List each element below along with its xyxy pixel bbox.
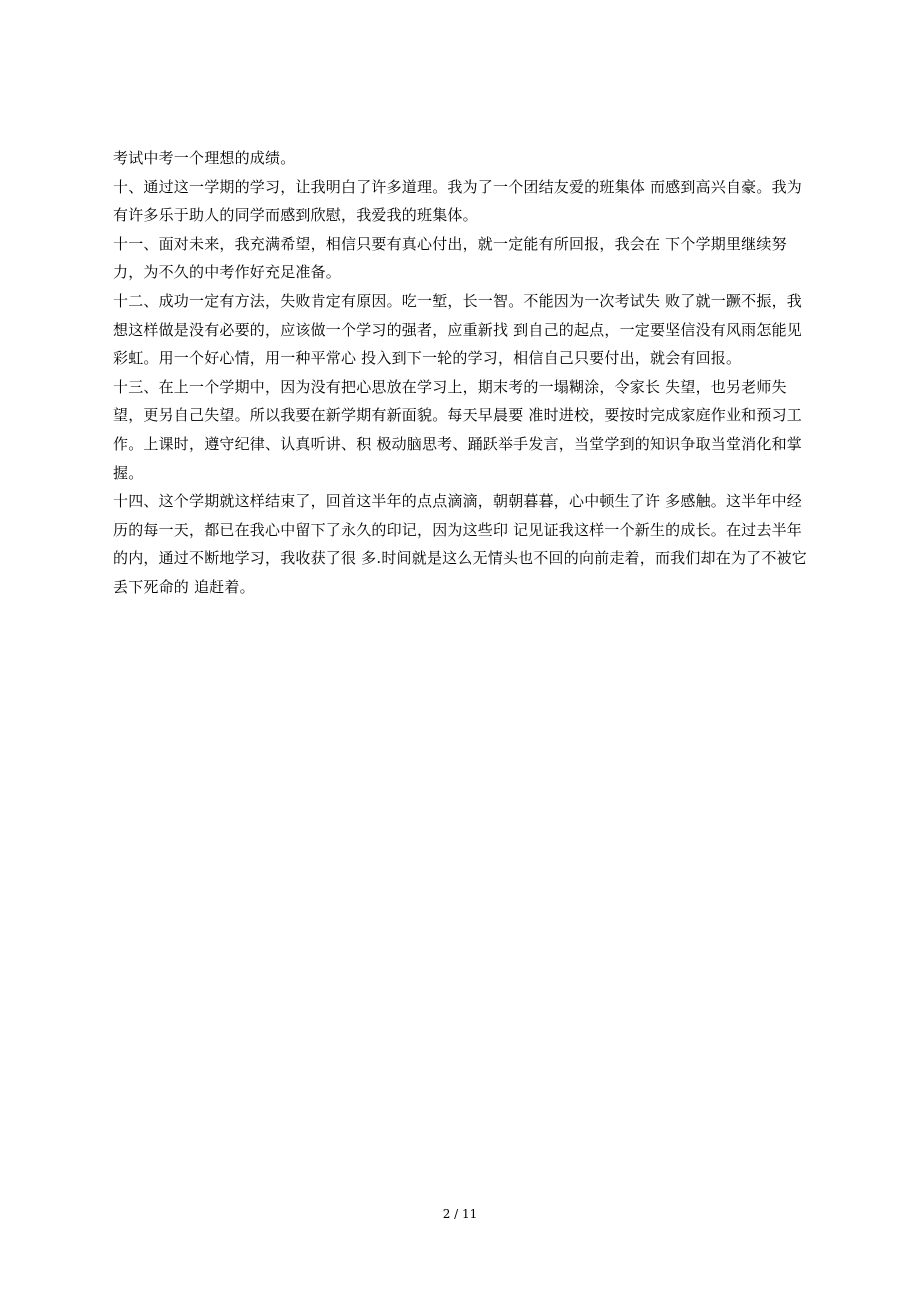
paragraph-10: 十、通过这一学期的学习，让我明白了许多道理。我为了一个团结友爱的班集体 而感到高兴自豪。我为有许多乐于助人的同学而感到欣慰，我爱我的班集体。 [113,177,802,225]
paragraph-14: 十四、这个学期就这样结束了，回首这半年的点点滴滴，朝朝暮暮，心中顿生了许 多感触。这半年中经历的每一天，都已在我心中留下了永久的印记，因为这些印 记见证我这样一个新生的成长。在过去半年的内，通过不断地学习，我收获了很 多.时间就是这么无情头也不回的向前走着，而我们却在为了不被它丢下死命的 追赶着。 [113,492,807,596]
paragraph-continuation: 考试中考一个理想的成绩。 [113,149,296,167]
paragraph-13: 十三、在上一个学期中，因为没有把心思放在学习上，期末考的一塌糊涂，令家长 失望，也另老师失望，更另自己失望。所以我要在新学期有新面貌。每天早晨要 准时进校，要按时完成家庭作业和预习工作。上课时，遵守纪律、认真听讲、积 极动脑思考、踊跃举手发言，当堂学到的知识争取当堂消化和掌握。 [113,377,802,482]
document-body [113,144,813,602]
paragraph-12: 十二、成功一定有方法，失败肯定有原因。吃一堑，长一智。不能因为一次考试失 败了就一蹶不振，我想这样做是没有必要的，应该做一个学习的强者，应重新找 到自己的起点，一定要坚信没有风雨怎能见彩虹。用一个好心情，用一种平常心 投入到下一轮的学习，相信自己只要付出，就会有回报。 [113,291,802,368]
paragraph-11: 十一、面对未来，我充满希望，相信只要有真心付出，就一定能有所回报，我会在 下个学期里继续努力，为不久的中考作好充足准备。 [113,234,787,282]
page-number: 2 / 11 [442,1207,478,1221]
